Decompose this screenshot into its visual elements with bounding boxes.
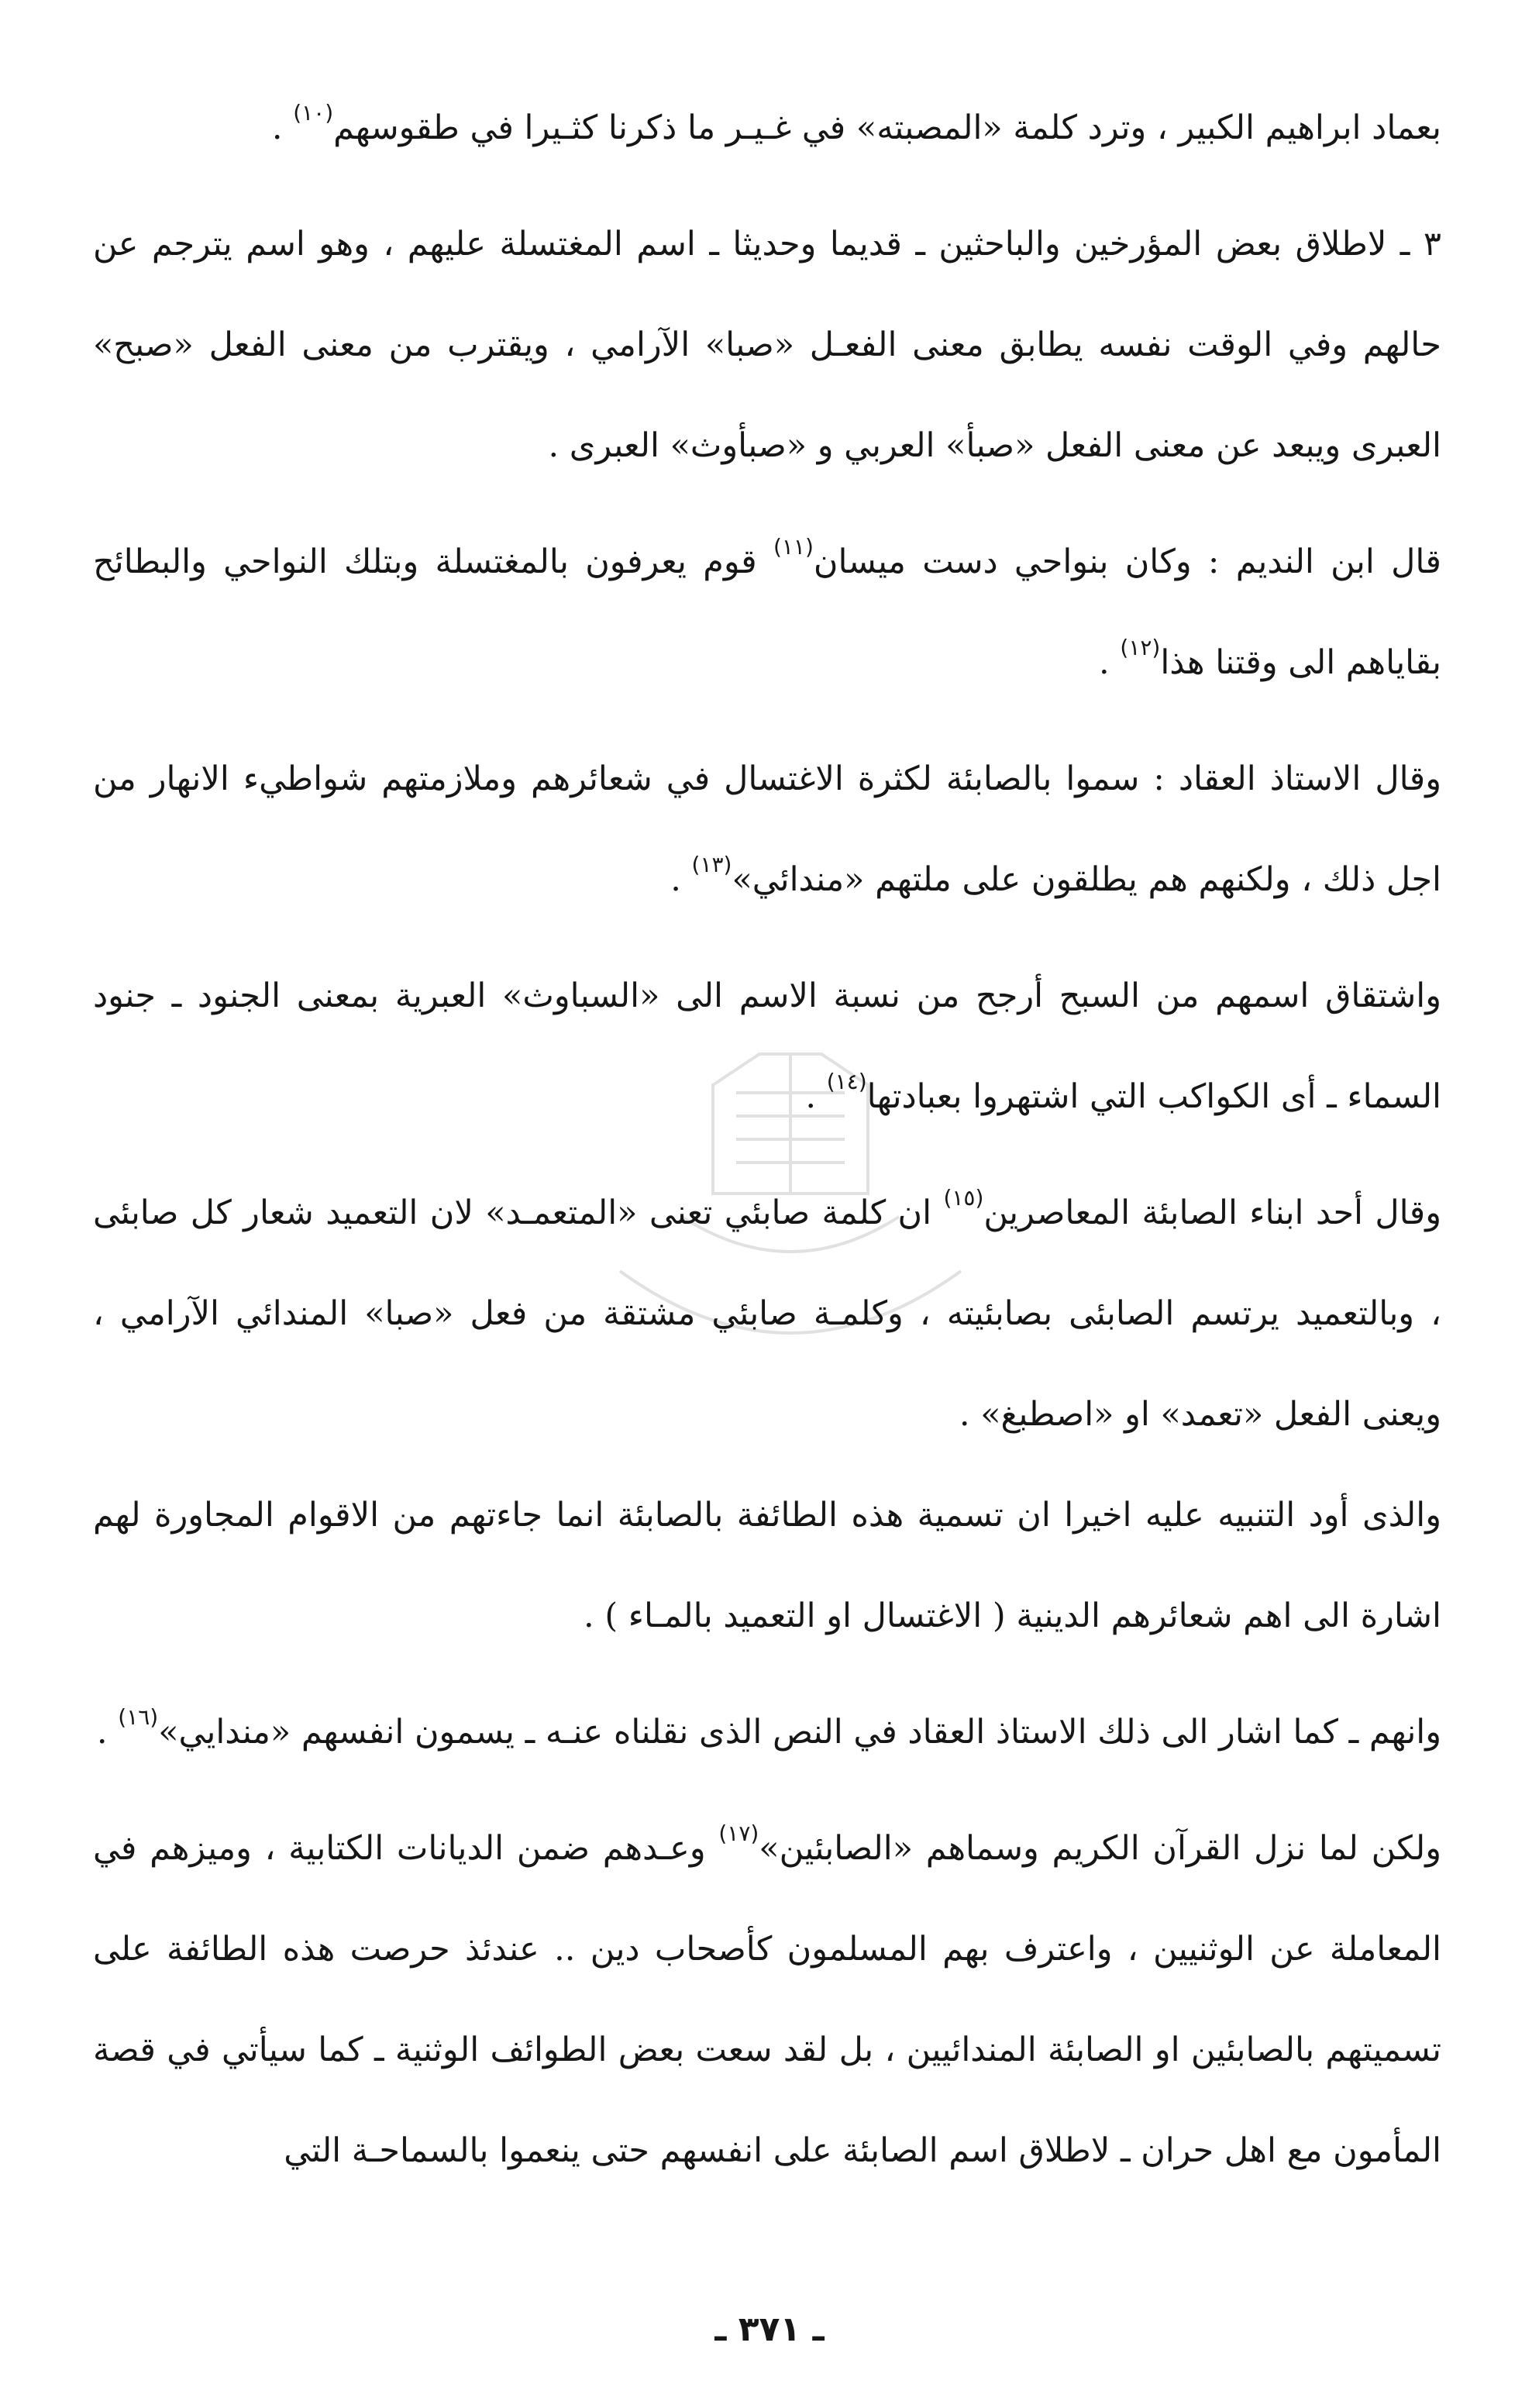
footnote-ref-12[interactable]: (١٢) (1120, 635, 1161, 660)
page-number: ـ ٣٧١ ـ (714, 2310, 825, 2349)
footnote-ref-16[interactable]: (١٦) (118, 1704, 159, 1730)
paragraph-7: والذى أود التنبيه عليه اخيرا ان تسمية هذه الطائفة بالصابئة انما جاءتهم من الاقوام المجاورة لهم اشارة الى اهم شعائرهم الدينية ( الاغتسال او التعميد بالمـاء ) . (93, 1496, 1441, 1635)
footnote-ref-11[interactable]: (١١) (773, 534, 814, 560)
footnote-ref-14[interactable]: (١٤) (826, 1069, 867, 1094)
footnote-ref-17[interactable]: (١٧) (718, 1821, 759, 1846)
paragraph-2: ٣ ـ لاطلاق بعض المؤرخين والباحثين ـ قديما وحديثا ـ اسم المغتسلة عليهم ، وهو اسم يترجم عن حالهم وفي الوقت نفسه يطابق معنى الفعـل «صبا» الآرامي ، ويقترب من معنى الفعل «صبح» العبرى ويبعد عن معنى الفعل «صبأ» العربي و «صبأوث» العبرى . (93, 225, 1441, 465)
paragraph-9: ولكن لما نزل القرآن الكريم وسماهم «الصابئين»$^{(١٧)}$ وعـدهم ضمن الديانات الكتابية ، وميزهم في المعاملة عن الوثنيين ، واعترف بهم المسلمون كأصحاب دين .. عندئذ حرصت هذه الطائفة على تسميتهم بالصابئين او الصابئة المندائيين ، بل لقد سعت بعض الطوائف الوثنية ـ كما سيأتي في قصة المأمون مع اهل حران ـ لاطلاق اسم الصابئة على انفسهم حتى ينعموا بالسماحـة التي (93, 1821, 1441, 2170)
footnote-ref-10[interactable]: (١٠) (293, 100, 334, 126)
paragraph-8: وانهم ـ كما اشار الى ذلك الاستاذ العقاد في النص الذى نقلناه عنـه ـ يسمون انفسهم «مندايي»$^{(١٦)}$ . (96, 1704, 1441, 1752)
paragraph-1: بعماد ابراهيم الكبير ، وترد كلمة «المصبته» في غـيـر ما ذكرنا كثـيرا في طقوسهم$^{(١٠)}$ . (271, 100, 1441, 147)
paragraph-4: وقال الاستاذ العقاد : سموا بالصابئة لكثرة الاغتسال في شعائرهم وملازمتهم شواطيء الانهار من اجل ذلك ، ولكنهم هم يطلقون على ملتهم «مندائي»$^{(١٣)}$ . (93, 760, 1441, 899)
footnote-ref-13[interactable]: (١٣) (691, 852, 732, 877)
footnote-ref-15[interactable]: (١٥) (943, 1185, 984, 1211)
body-text (93, 78, 1441, 2201)
paragraph-6: وقال أحد ابناء الصابئة المعاصرين$^{(١٥)}$ ان كلمة صابئي تعنى «المتعمـد» لان التعميد شعار كل صابئى ، وبالتعميد يرتسم الصابئى بصابئيته ، وكلمـة صابئي مشتقة من فعل «صبا» المندائي الآرامي ، ويعنى الفعل «تعمد» او «اصطبغ» . (93, 1185, 1442, 1434)
paragraph-5: واشتقاق اسمهم من السبح أرجح من نسبة الاسم الى «السباوث» العبرية بمعنى الجنود ـ جنود السماء ـ أى الكواكب التي اشتهروا بعبادتها$^{(١٤)}$ . (93, 977, 1441, 1116)
paragraph-3: قال ابن النديم : وكان بنواحي دست ميسان$^{(١١)}$ قوم يعرفون بالمغتسلة وبتلك النواحي والبطائح بقاياهم الى وقتنا هذا$^{(١٢)}$ . (93, 534, 1441, 682)
